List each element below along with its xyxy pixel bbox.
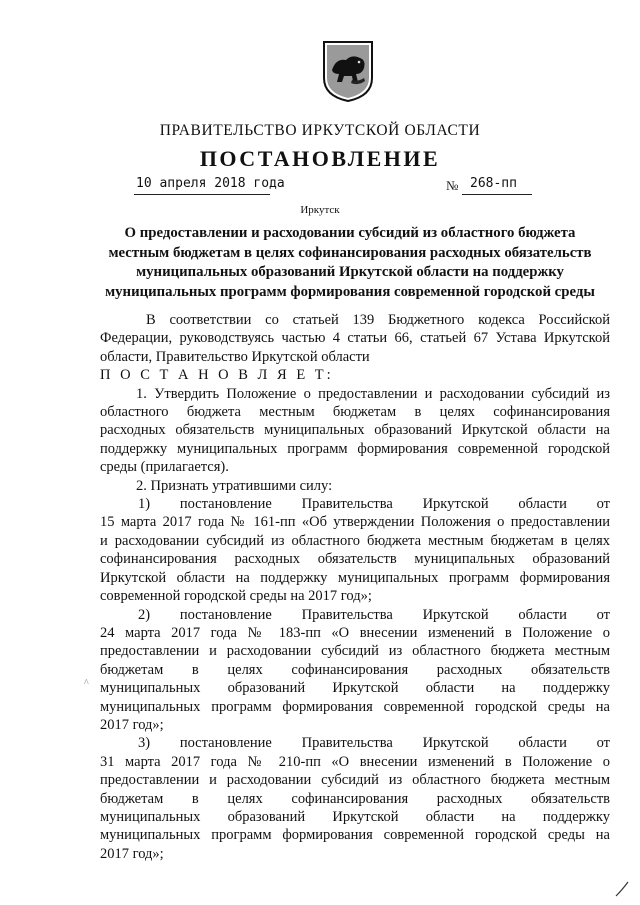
document-date: 10 апреля 2018 года	[136, 176, 285, 191]
body-line: 2) постановление Правительства Иркутской области от	[138, 606, 610, 623]
body-line: современной городской среды на 2017 год»;	[100, 588, 372, 605]
body-line: 31 марта 2017 года № 210-пп «О внесении изменений в Положение о	[100, 753, 610, 770]
margin-mark: ^	[84, 678, 89, 689]
body-line: областного бюджета местным бюджетам в целях софинансирования	[100, 404, 610, 421]
document-number: 268-пп	[470, 176, 517, 191]
title-line: муниципальных образований Иркутской области на поддержку	[136, 264, 564, 280]
body-line: софинансирования расходных обязательств муниципальных образований	[100, 551, 610, 568]
body-line: бюджетам в целях софинансирования расходных обязательств	[100, 661, 610, 678]
body-line: поддержку муниципальных программ формирования современной городской	[100, 440, 610, 457]
body-line: бюджетам в целях софинансирования расходных обязательств	[100, 790, 610, 807]
body-line: муниципальных программ формирования современной городской среды на	[100, 827, 610, 844]
date-underline	[134, 194, 270, 195]
body-line: 15 марта 2017 года № 161-пп «Об утверждении Положения о предоставлении	[100, 514, 610, 531]
body-line: предоставлении и расходовании субсидий из областного бюджета местным	[100, 772, 610, 789]
number-underline	[462, 194, 532, 195]
body-line: области, Правительство Иркутской области	[100, 348, 370, 365]
body-line: муниципальных образований Иркутской области на поддержку	[100, 680, 610, 697]
city: Иркутск	[300, 204, 340, 216]
title-line: муниципальных программ формирования современной городской среды	[105, 283, 595, 300]
body-line: 2017 год»;	[100, 716, 164, 733]
body-line: среды (прилагается).	[100, 459, 229, 476]
pen-stroke-mark	[614, 880, 630, 898]
body-line: 24 марта 2017 года № 183-пп «О внесении изменений в Положение о	[100, 624, 610, 641]
body-line: Федерации, руководствуясь частью 4 статьи 66, статьей 67 Устава Иркутской	[100, 330, 610, 347]
body-line: Иркутской области на поддержку муниципальных программ формирования	[100, 569, 610, 586]
title-line: О предоставлении и расходовании субсидий из областного бюджета	[124, 225, 576, 241]
coat-of-arms-emblem	[322, 40, 374, 102]
body-line: 3) постановление Правительства Иркутской области от	[138, 735, 610, 752]
body-line: и расходовании субсидий из областного бюджета местным бюджетам в целях	[100, 532, 610, 549]
title-line: местным бюджетам в целях софинансирования расходных обязательств	[108, 244, 592, 261]
document-body	[100, 311, 610, 863]
body-line: 1. Утвердить Положение о предоставлении и расходовании субсидий из	[136, 385, 610, 402]
document-type: ПОСТАНОВЛЕНИЕ	[199, 146, 441, 171]
body-line: муниципальных образований Иркутской области на поддержку	[100, 808, 610, 825]
body-line: 2017 год»;	[100, 845, 164, 862]
body-line: В соответствии со статьей 139 Бюджетного кодекса Российской	[146, 312, 610, 328]
decree-word: П О С Т А Н О В Л Я Е Т:	[100, 367, 334, 384]
body-line: предоставлении и расходовании субсидий из областного бюджета местным	[100, 643, 610, 660]
body-line: 2. Признать утратившими силу:	[136, 477, 333, 494]
body-line: муниципальных программ формирования современной городской среды на	[100, 698, 610, 715]
document-title	[100, 224, 600, 302]
government-name: ПРАВИТЕЛЬСТВО ИРКУТСКОЙ ОБЛАСТИ	[159, 122, 481, 139]
body-line: расходных обязательств муниципальных образований Иркутской области на	[100, 422, 610, 439]
number-label: №	[446, 178, 459, 193]
body-line: 1) постановление Правительства Иркутской области от	[138, 496, 610, 513]
